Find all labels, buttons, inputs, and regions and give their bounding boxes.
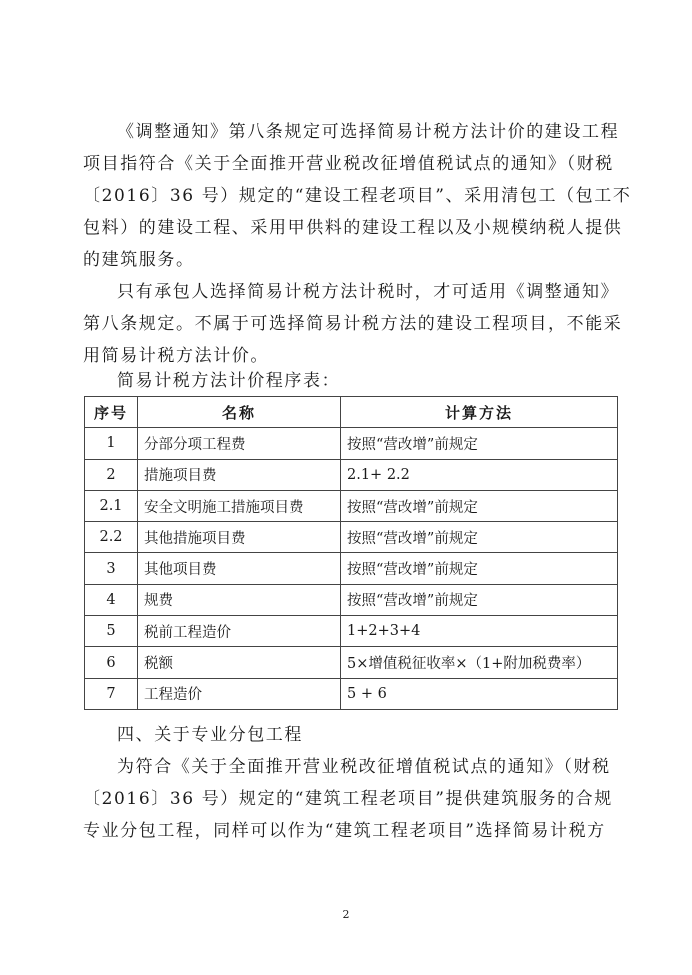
header-no: 序号 [85, 397, 138, 428]
table-row [85, 616, 618, 647]
cell-method: 按照“营改增”前规定 [341, 522, 618, 553]
cell-method: 1+2+3+4 [341, 616, 618, 647]
table-row [85, 490, 618, 521]
table-row [85, 647, 618, 678]
text-line: 包料）的建设工程、采用甲供料的建设工程以及小规模纳税人提供 [83, 218, 623, 238]
table-row [85, 428, 618, 459]
text-line: 只有承包人选择简易计税方法计税时，才可适用《调整通知》 [117, 282, 620, 302]
cell-name: 规费 [138, 584, 341, 615]
text-line: 项目指符合《关于全面推开营业税改征增值税试点的通知》（财税 [83, 154, 614, 174]
cell-name: 其他措施项目费 [138, 522, 341, 553]
cell-name: 税额 [138, 647, 341, 678]
header-method: 计算方法 [341, 397, 618, 428]
text-line: 〔2016〕36 号）规定的“建设工程老项目”、采用清包工（包工不 [83, 186, 632, 206]
text-line: 为符合《关于全面推开营业税改征增值税试点的通知》（财税 [117, 757, 611, 777]
cell-method: 按照“营改增”前规定 [341, 490, 618, 521]
cell-name: 分部分项工程费 [138, 428, 341, 459]
cell-name: 其他项目费 [138, 553, 341, 584]
table-caption [83, 365, 623, 397]
table-row [85, 553, 618, 584]
cell-name: 工程造价 [138, 678, 341, 709]
cell-no: 3 [85, 553, 138, 584]
paragraph-3 [83, 751, 623, 847]
text-line: 专业分包工程，同样可以作为“建筑工程老项目”选择简易计税方 [83, 821, 606, 841]
cell-no: 5 [85, 616, 138, 647]
section-heading [83, 719, 623, 751]
cell-method: 按照“营改增”前规定 [341, 428, 618, 459]
cell-no: 4 [85, 584, 138, 615]
text-line: 用简易计税方法计价。 [83, 346, 269, 366]
cell-no: 2.2 [85, 522, 138, 553]
table-header-row [85, 397, 618, 428]
cell-method: 2.1+ 2.2 [341, 459, 618, 490]
cell-no: 1 [85, 428, 138, 459]
cell-name: 税前工程造价 [138, 616, 341, 647]
cell-method: 按照“营改增”前规定 [341, 553, 618, 584]
text-line: 四、关于专业分包工程 [117, 725, 303, 745]
cell-name: 措施项目费 [138, 459, 341, 490]
cell-no: 2.1 [85, 490, 138, 521]
pricing-procedure-table [84, 396, 618, 710]
table-row [85, 584, 618, 615]
cell-name: 安全文明施工措施项目费 [138, 490, 341, 521]
table-row [85, 522, 618, 553]
text-line: 《调整通知》第八条规定可选择简易计税方法计价的建设工程 [117, 122, 620, 142]
page-number: 2 [342, 908, 350, 921]
cell-method: 5 + 6 [341, 678, 618, 709]
paragraph-1 [83, 116, 632, 276]
cell-method: 按照“营改增”前规定 [341, 584, 618, 615]
header-name: 名称 [138, 397, 341, 428]
text-line: 的建筑服务。 [83, 250, 195, 270]
table-row [85, 459, 618, 490]
paragraph-2 [83, 276, 623, 372]
text-line: 第八条规定。不属于可选择简易计税方法的建设工程项目，不能采 [83, 314, 623, 334]
text-line: 〔2016〕36 号）规定的“建筑工程老项目”提供建筑服务的合规 [83, 789, 613, 809]
cell-no: 7 [85, 678, 138, 709]
text-line: 简易计税方法计价程序表： [117, 371, 341, 391]
cell-no: 2 [85, 459, 138, 490]
cell-method: 5×增值税征收率×（1+附加税费率） [341, 647, 618, 678]
table-row [85, 678, 618, 709]
cell-no: 6 [85, 647, 138, 678]
